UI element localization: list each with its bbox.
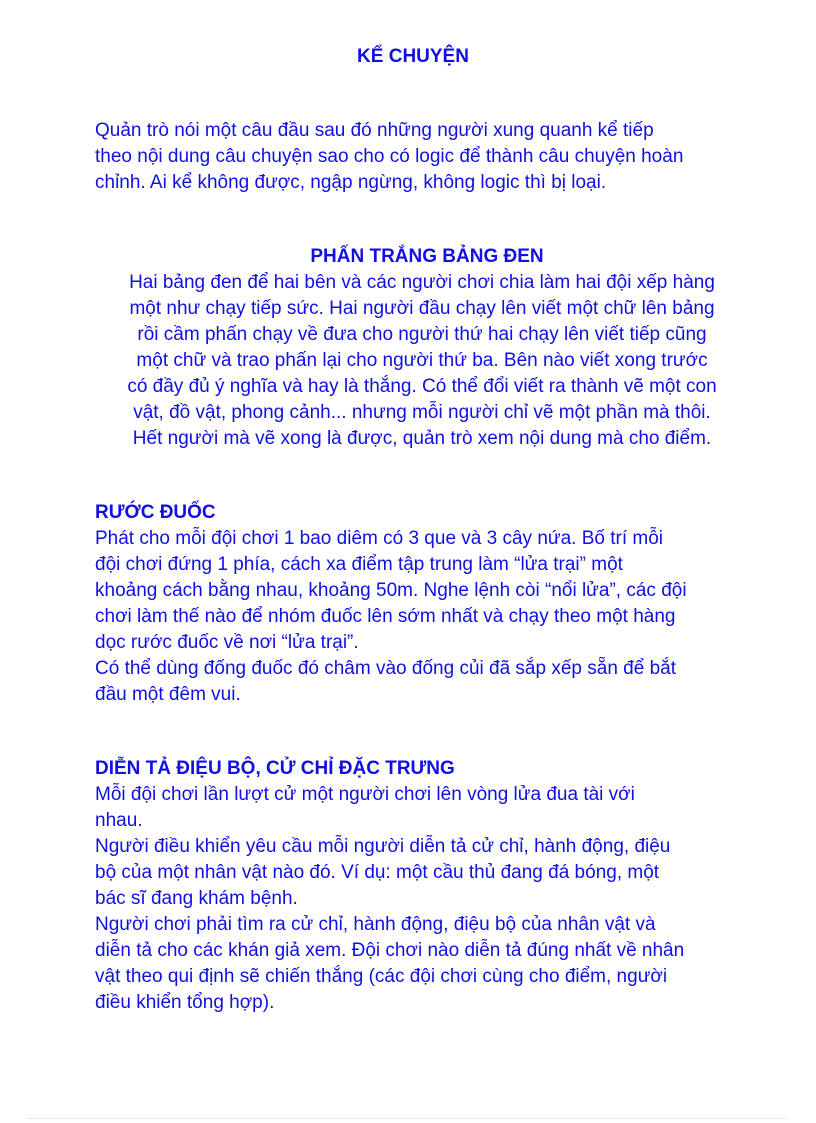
body-line: bác sĩ đang khám bệnh. [95, 888, 298, 909]
section-title-dien-ta-dieu-bo: DIỄN TẢ ĐIỆU BỘ, CỬ CHỈ ĐẶC TRƯNG [95, 758, 455, 779]
body-line: rồi cầm phấn chạy về đưa cho người thứ hai chạy lên viết tiếp cũng [137, 324, 707, 345]
body-line: khoảng cách bằng nhau, khoảng 50m. Nghe lệnh còi “nổi lửa”, các đội [95, 580, 687, 601]
body-line: diễn tả cho các khán giả xem. Đội chơi nào diễn tả đúng nhất về nhân [95, 940, 685, 961]
body-line: điều khiển tổng hợp). [95, 992, 275, 1013]
body-line: vật theo qui định sẽ chiến thắng (các đội chơi cùng cho điểm, người [95, 966, 668, 987]
section-title-phan-trang-bang-den: PHẤN TRẮNG BẢNG ĐEN [310, 246, 544, 267]
section-title-ruoc-duoc: RƯỚC ĐUỐC [95, 502, 216, 523]
body-line: theo nội dung câu chuyện sao cho có logic để thành câu chuyện hoàn [95, 146, 684, 167]
section-body-ke-chuyen [95, 118, 765, 196]
body-line: vật, đồ vật, phong cảnh... nhưng mỗi người chỉ vẽ một phần mà thôi. [133, 402, 711, 423]
body-line: đội chơi đứng 1 phía, cách xa điểm tập trung làm “lửa trại” một [95, 554, 623, 575]
body-line: Người chơi phải tìm ra cử chỉ, hành động, điệu bộ của nhân vật và [95, 914, 656, 935]
body-line: chỉnh. Ai kể không được, ngập ngừng, không logic thì bị loại. [95, 172, 607, 193]
body-line: dọc rước đuốc về nơi “lửa trại”. [95, 632, 359, 653]
page-bottom-divider [28, 1118, 788, 1119]
body-line: Hai bảng đen để hai bên và các người chơi chia làm hai đội xếp hàng [129, 272, 715, 293]
body-line: một chữ và trao phấn lại cho người thứ ba. Bên nào viết xong trước [136, 350, 708, 371]
body-line: Phát cho mỗi đội chơi 1 bao diêm có 3 que và 3 cây nứa. Bố trí mỗi [95, 528, 664, 549]
body-line: đầu một đêm vui. [95, 684, 241, 705]
body-line: có đầy đủ ý nghĩa và hay là thắng. Có thể đổi viết ra thành vẽ một con [127, 376, 717, 397]
body-line: Quản trò nói một câu đầu sau đó những người xung quanh kể tiếp [95, 120, 654, 141]
body-line: Người điều khiển yêu cầu mỗi người diễn tả cử chỉ, hành động, điệu [95, 836, 671, 857]
section-body-ruoc-duoc [95, 526, 765, 708]
body-line: Có thể dùng đống đuốc đó châm vào đống củi đã sắp xếp sẵn để bắt [95, 658, 676, 679]
section-body-dien-ta-dieu-bo [95, 782, 765, 1016]
section-body-phan-trang-bang-den [70, 270, 774, 452]
body-line: Mỗi đội chơi lần lượt cử một người chơi lên vòng lửa đua tài với [95, 784, 635, 805]
section-title-ke-chuyen: KỂ CHUYỆN [357, 46, 469, 67]
body-line: chơi làm thế nào để nhóm đuốc lên sớm nhất và chạy theo một hàng [95, 606, 676, 627]
body-line: Hết người mà vẽ xong là được, quản trò xem nội dung mà cho điểm. [132, 428, 712, 449]
body-line: bộ của một nhân vật nào đó. Ví dụ: một cầu thủ đang đá bóng, một [95, 862, 660, 883]
body-line: một như chạy tiếp sức. Hai người đầu chạy lên viết một chữ lên bảng [129, 298, 715, 319]
body-line: nhau. [95, 810, 143, 831]
